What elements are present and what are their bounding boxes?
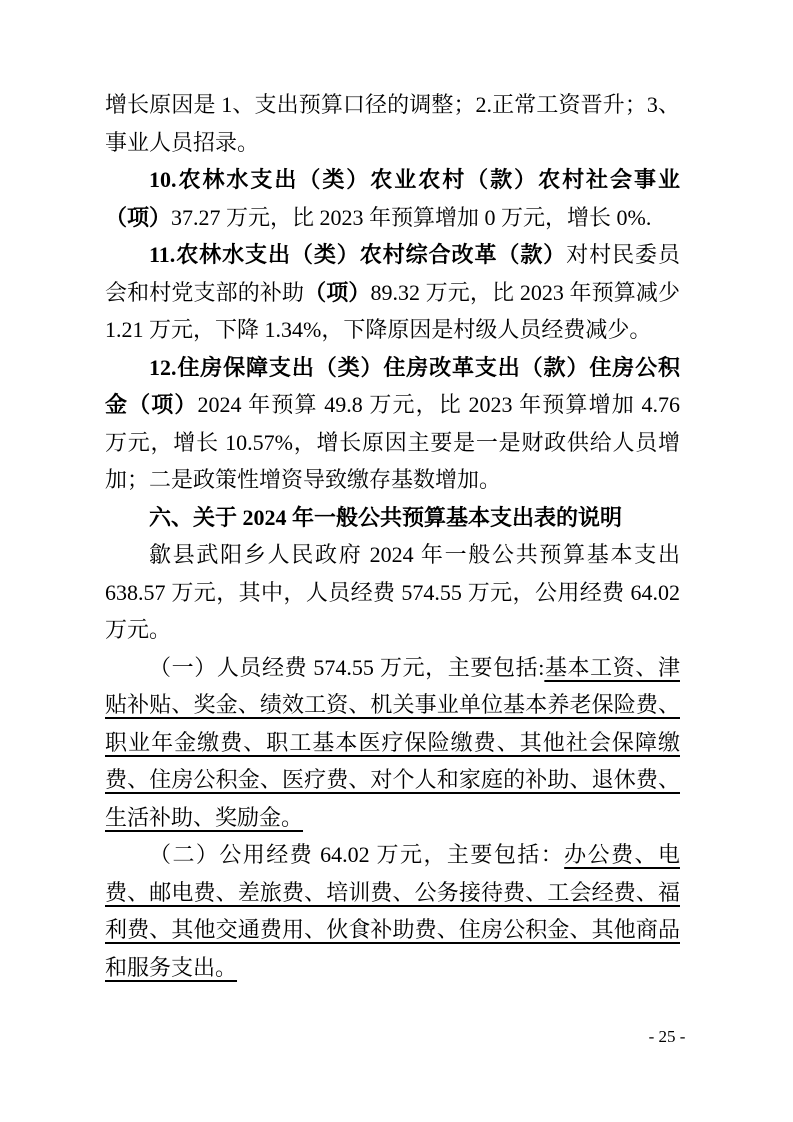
- para-item-10: [105, 161, 680, 236]
- para-growth-reasons: [105, 86, 680, 161]
- document-body: [105, 86, 680, 986]
- text-segment: 37.27 万元，比 2023 年预算增加 0 万元，增长 0%.: [171, 204, 652, 230]
- para-personnel-expenses: [105, 649, 680, 837]
- text-segment: 89.32 万元，比 2023 年预算减少 1.21 万元，下降 1.34%，下降原因是村级人员经费减少。: [105, 279, 680, 342]
- text-segment: 10.农林水支出（类）农业农村（款）农村社会事业（项）: [105, 167, 680, 230]
- text-segment: 2024 年预算 49.8 万元，比 2023 年预算增加 4.76 万元，增长 10.57%，增长原因主要是一是财政供给人员增加；二是政策性增资导致缴存基数增加。: [105, 392, 680, 492]
- para-basic-expenditure-summary: [105, 536, 680, 649]
- text-segment: （项）: [304, 279, 371, 305]
- heading-section-six: [105, 499, 680, 537]
- text-segment: 办公费、电费、邮电费、差旅费、培训费、公务接待费、工会经费、福利费、其他交通费用、伙食补助费、住房公积金、其他商品和服务支出。: [105, 842, 680, 980]
- text-segment: 六、关于 2024 年一般公共预算基本支出表的说明: [149, 504, 623, 530]
- para-item-12: [105, 349, 680, 499]
- text-segment: 歙县武阳乡人民政府 2024 年一般公共预算基本支出 638.57 万元，其中，人员经费 574.55 万元，公用经费 64.02 万元。: [105, 542, 680, 642]
- para-public-expenses: [105, 836, 680, 986]
- text-segment: 11.农林水支出（类）农村综合改革（款）: [149, 242, 567, 267]
- text-segment: 12.住房保障支出（类）住房改革支出（款）住房公积金（项）: [105, 354, 680, 417]
- text-segment: （二）公用经费 64.02 万元，主要包括：: [149, 842, 565, 867]
- text-segment: 基本工资、津贴补贴、奖金、绩效工资、机关事业单位基本养老保险费、职业年金缴费、职工基本医疗保险缴费、其他社会保障缴费、住房公积金、医疗费、对个人和家庭的补助、退休费、生活补助、奖励金。: [105, 654, 680, 830]
- text-segment: （一）人员经费 574.55 万元，主要包括:: [149, 654, 545, 680]
- page-number: - 25 -: [648, 1027, 686, 1046]
- text-segment: 对村民委员会和村党支部的补助: [105, 242, 680, 305]
- text-segment: 增长原因是 1、支出预算口径的调整；2.正常工资晋升；3、事业人员招录。: [105, 92, 680, 155]
- para-item-11: [105, 236, 680, 349]
